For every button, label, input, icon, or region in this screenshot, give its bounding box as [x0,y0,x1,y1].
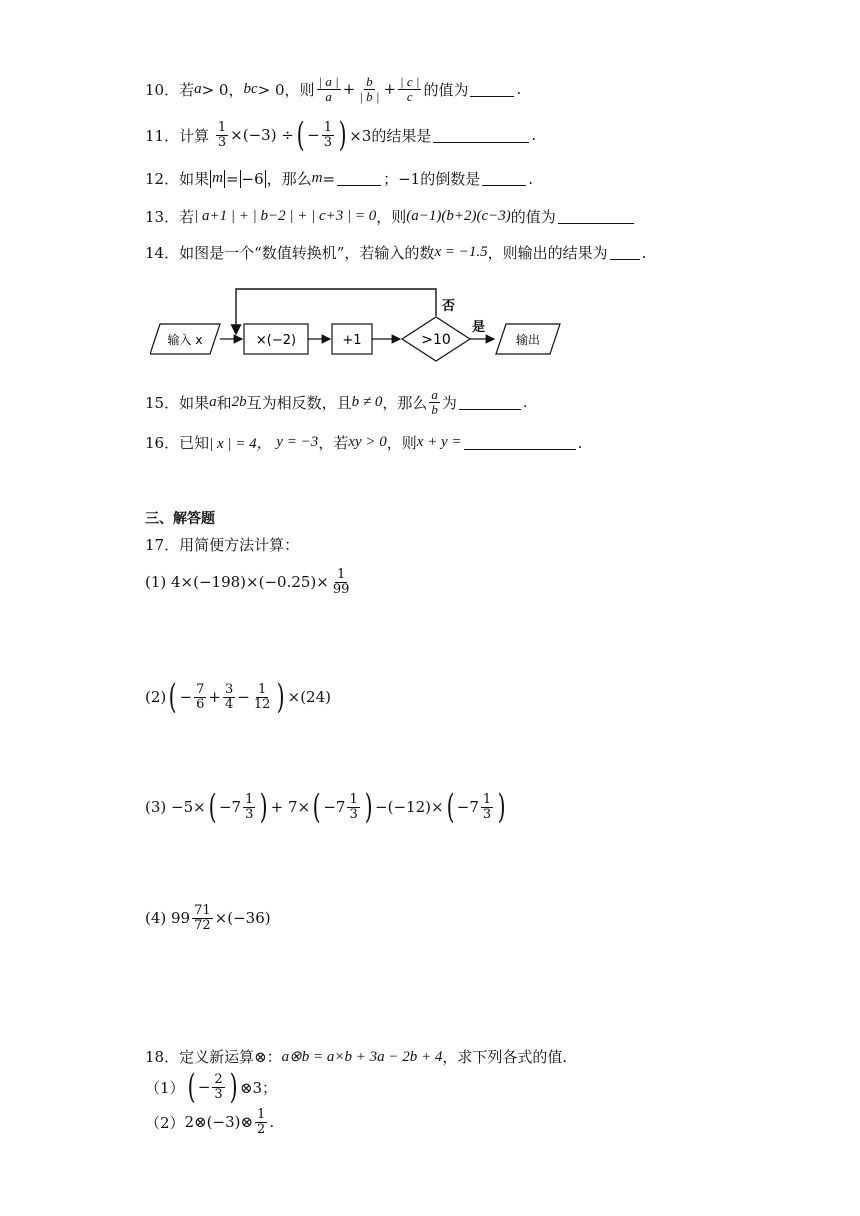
q11-frac2: $\frac{1}{3}$ [323,119,333,150]
q17-p3-frac2: $\frac{1}{3}$ [349,791,358,822]
q10-var-a: a [194,80,202,97]
question-13 [145,206,636,227]
multiply-label: ×(−2) [255,333,297,348]
q10-lead: 10．若 [145,80,195,99]
answer-blank[interactable] [337,171,381,186]
input-label: 输入 x [167,333,203,347]
left-paren: ( [296,115,305,155]
q13-mid: ，则 [376,208,407,226]
q15-var-2b: 2b [231,393,247,410]
question-12 [145,168,533,189]
q17-p3-mid1: + 7× [270,798,311,816]
yes-label: 是 [472,320,486,335]
q17-p2-tail: ×(24) [287,688,331,706]
answer-blank[interactable] [433,128,529,143]
left-paren: ( [187,1067,196,1107]
q17-p2-frac1: $\frac{7}{6}$ [196,681,205,712]
q18-s2-lead: （2） [145,1113,185,1132]
answer-blank[interactable] [610,245,640,260]
q18-s1-frac: $\frac{2}{3}$ [214,1071,223,1102]
q17-title: 17．用简便方法计算： [145,536,300,554]
q13-expr2: (a−1)(b+2)(c−3) [406,208,511,224]
q15-lead: 15．如果 [145,393,210,412]
question-16 [145,432,582,453]
period: . [269,1113,275,1132]
no-label: 否 [442,299,456,314]
left-paren: ( [168,677,177,717]
q16-lead: 16．已知 [145,434,210,452]
abs-bar [210,170,211,188]
q18-tail: ，求下列各式的值. [442,1048,568,1066]
left-paren: ( [312,787,321,827]
period: . [528,169,533,188]
q10-frac2: $\frac{b}{| b |}$ [359,74,380,104]
q15-mid: 互为相反数，且 [246,393,352,412]
left-paren: ( [446,787,455,827]
q10-frac3: $\frac{| c |}{c}$ [400,74,420,104]
q17-p4-lead: (4) 99 [145,909,191,928]
period: . [641,243,647,262]
section-heading: 三、解答题 [145,511,215,527]
right-paren: ) [260,787,268,827]
q12-value: −6 [241,169,264,188]
q17-p3-lead: (3) −5× [145,798,206,816]
question-18 [145,1046,567,1067]
q17-p3-whole3: −7 [456,798,479,816]
plus-label: +1 [342,333,362,348]
q10-frac1: $\frac{| a |}{a}$ [318,74,339,104]
q12-lead: 12．如果 [145,170,210,188]
right-paren: ) [338,115,347,155]
q18-part1 [145,1067,278,1107]
right-paren: ) [364,787,373,827]
q11-lead: 11．计算 [145,126,210,145]
plus: + [208,688,221,706]
period: . [577,433,583,452]
output-label: 输出 [515,333,541,347]
q18-title: 18．定义新运算⊗： [145,1048,282,1066]
period: . [516,80,522,99]
right-paren: ) [277,677,285,717]
answer-blank[interactable] [464,435,576,450]
question-14 [145,242,646,263]
q14-tail: ，则输出的结果为 [487,244,608,262]
q18-s2-expr: 2⊗(−3)⊗ [184,1113,254,1132]
q18-part2 [145,1108,274,1136]
q18-s1-tail: ⊗3； [239,1078,278,1097]
abs-bar [224,170,225,188]
q15-and: 和 [216,393,232,412]
right-paren: ) [229,1067,238,1107]
q12-var-m2: m [311,170,323,186]
question-15 [145,388,528,416]
q15-then: ，那么 [382,393,428,412]
q18-definition: a⊗b = a×b + 3a − 2b + 4 [281,1049,443,1065]
answer-blank[interactable] [482,171,526,186]
period: . [522,393,528,412]
q14-xvalue: x = −1.5 [434,244,488,260]
q17-p2-frac2: $\frac{3}{4}$ [224,681,234,712]
q10-cond1: > 0， [201,80,244,99]
condition-label: >10 [421,332,451,348]
q10-cond2: > 0，则 [257,80,315,99]
q11-frac1: $\frac{1}{3}$ [217,119,227,150]
q18-s2-frac: $\frac{1}{2}$ [257,1107,266,1137]
equals: = [225,169,239,188]
q13-tail: 的值为 [510,208,556,226]
conversion-machine-flowchart [150,284,570,364]
left-paren: ( [208,787,217,827]
question-10: 10．若 a > 0， bc > 0，则 $\frac{| a |}{a}$ + $\frac{b}{| b |}$ + $\frac{| c |}{c}$ 的值为 . [145,74,522,104]
answer-blank[interactable] [470,82,514,97]
q16-xy: xy > 0 [348,434,387,450]
q11-mid: ×(−3) ÷ [230,126,294,144]
q17-p4-tail: ×(−36) [214,909,271,928]
q12-var-m: m [212,170,223,186]
q17-part3 [145,787,508,827]
q16-y: y = −3 [276,434,319,450]
q17-p3-whole2: −7 [323,798,346,816]
abs-bar [240,170,241,188]
answer-blank[interactable] [459,395,521,410]
q16-mid: ，若 [318,434,349,452]
q17-p3-whole1: −7 [218,798,242,816]
q15-cond: b ≠ 0 [351,393,383,410]
q16-then: ，则 [386,434,417,452]
right-paren: ) [497,787,506,827]
q17-p3-frac1: $\frac{1}{3}$ [245,791,254,822]
q18-s1-lead: （1） [145,1078,185,1097]
q11-tail: ×3的结果是 [349,126,432,145]
q17-p4-frac: $\frac{71}{72}$ [194,903,211,933]
minus: − [197,1078,211,1096]
q13-expr: | a+1 | + | b−2 | + | c+3 | = 0 [194,208,377,224]
question-11: 11．计算 $\frac{1}{3}$ ×(−3) ÷ ( − $\frac{1}{3}$ ) ×3的结果是 . [145,115,537,155]
abs-bar [265,170,266,188]
q10-var-bc: bc [243,80,258,97]
q14-lead: 14．如图是一个“数值转换机”，若输入的数 [145,244,435,262]
q17-part4 [145,904,271,932]
q12-reciprocal: ；−1的倒数是 [383,170,481,188]
q17-p1-expr: (1) 4×(−198)×(−0.25)× [145,573,329,592]
q12-then: ，那么 [266,170,312,188]
q17-p3-frac3: $\frac{1}{3}$ [482,791,492,822]
q17-part1 [145,568,353,596]
equals: = [322,169,336,188]
answer-blank[interactable] [558,209,634,224]
minus: − [179,688,193,706]
minus: − [237,688,250,706]
q15-tail: 为 [441,393,457,412]
q15-frac: $\frac{a}{b}$ [431,387,438,417]
q17-p2-lead: (2) [145,688,167,706]
q13-lead: 13．若 [145,208,195,226]
period: . [531,126,537,144]
q17-p1-frac: $\frac{1}{99}$ [332,567,350,597]
q10-tail: 的值为 [423,80,469,99]
q16-x: | x | = 4， [209,436,272,452]
q17-p2-frac3: $\frac{1}{12}$ [253,681,271,712]
q17-part2 [145,677,331,717]
q17-p3-mid2: −(−12)× [375,798,444,816]
q16-expr: x + y = [416,434,462,450]
q15-var-a: a [209,393,217,410]
